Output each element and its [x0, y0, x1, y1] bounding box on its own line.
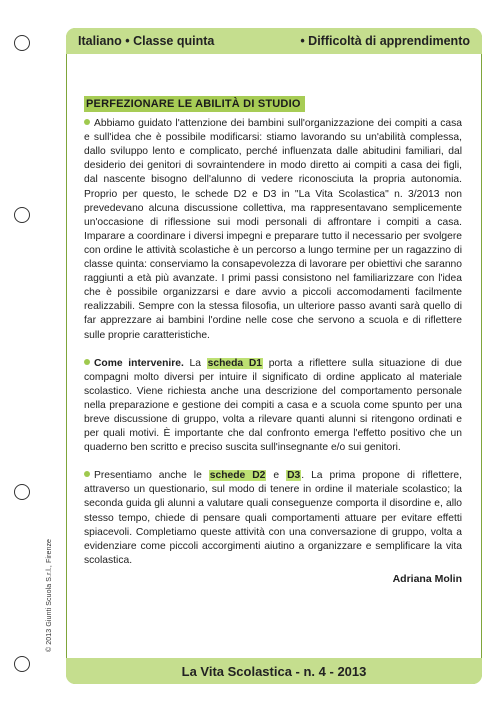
schede-text: . La prima propone di riflettere, attraverso un questionario, sul modo di tenere in ordine il materiale scolastico; la seconda guida gli alunni a valutare quali conseguenze comporta il disordine e, allo stesso tempo, chiede di pensare quali comportamenti attuare per evitare effetti spiacevoli. Completiamo queste attività con una conversazione di gruppo, volta a evidenziare come piccoli accorgimenti aiutino a organizzare e semplificare la vita scolastica. [84, 470, 463, 566]
bullet-icon [84, 471, 90, 477]
how-to-pre: La [183, 357, 207, 369]
how-to-heading: Come intervenire. [94, 357, 184, 369]
paragraph-intro [84, 117, 462, 343]
footer-publication: La Vita Scolastica - n. 4 - 2013 [181, 663, 367, 679]
paragraph-how-to [84, 357, 462, 456]
article-body [84, 96, 462, 586]
schede-mid: e [266, 470, 287, 482]
header-topic: • Difficoltà di apprendimento [300, 34, 470, 48]
header-bar [66, 28, 482, 54]
paragraph-schede [84, 469, 462, 568]
highlight-d3: D3 [287, 470, 301, 482]
highlight-scheda-d1: scheda D1 [207, 357, 263, 369]
bullet-icon [84, 359, 90, 365]
highlight-schede-d2: schede D2 [209, 470, 266, 482]
binder-hole-1 [14, 35, 30, 51]
how-to-text: porta a riflettere sulla situazione di due compagni molto diversi per intuire il significato di ordine applicato al materiale scolastico. Viene richiesta anche una descrizione del comportamento personale nella preparazione e gestione dei compiti a casa e a scuola come spunto per una breve discussione di gruppo, volta a rilevare quanti alunni si ritengono ordinati e per quali motivi. È importante che dal confronto emerga l'effetto positivo che un quaderno ben scritto e preciso suscita sull'insegnante e/o sui genitori. [84, 357, 462, 454]
section-title: PERFEZIONARE LE ABILITÀ DI STUDIO [84, 96, 305, 112]
footer-bar [66, 658, 482, 684]
author-name: Adriana Molin [392, 572, 462, 585]
binder-hole-3 [14, 484, 30, 500]
binder-hole-2 [14, 207, 30, 223]
schede-pre: Presentiamo anche le [94, 470, 209, 482]
binder-hole-4 [14, 656, 30, 672]
paragraph-intro-text: Abbiamo guidato l'attenzione dei bambini sull'organizzazione dei compiti a casa e sull'idea che è possibile modificarsi: stiamo lavorando su un'abilità complessa, dallo sviluppo lento e complicato, perché influenzata dalle abitudini familiari, dal desiderio dei genitori di sovraintendere in modo diretto ai compiti a casa dei figli, dal nascente bisogno dell'alunno di vedere riconosciuta la propria autonomia. Proprio per questo, le schede D2 e D3 in "La Vita Scolastica" n. 3/2013 non prevedevano alcuna discussione collettiva, ma rappresentavano semplicemente un'occasione di riflessione sui modi personali di affrontare i compiti a casa. Imparare a coordinare i diversi impegni e preparare tutto il necessario per svolgere con ordine le attività scolastiche è un percorso a lungo termine per un ragazzino di classe quinta: conserviamo la consapevolezza di lavorare per obiettivi che saranno raggiunti a età più avanzate. I primi passi consistono nel familiarizzare con l'idea che è possibile organizzarsi e dare avvio a piccoli accomodamenti facilmente realizzabili. Sempre con la stessa filosofia, un ulteriore passo avanti sarà quello di far apprezzare ai bambini l'ordine nelle cose che servono a scuola e di riflettere sulle proprie caratteristiche. [84, 118, 462, 341]
bullet-icon [84, 119, 90, 125]
header-subject: Italiano • Classe quinta [78, 34, 215, 48]
copyright-notice: © 2013 Giunti Scuola S.r.l., Firenze [46, 538, 53, 652]
